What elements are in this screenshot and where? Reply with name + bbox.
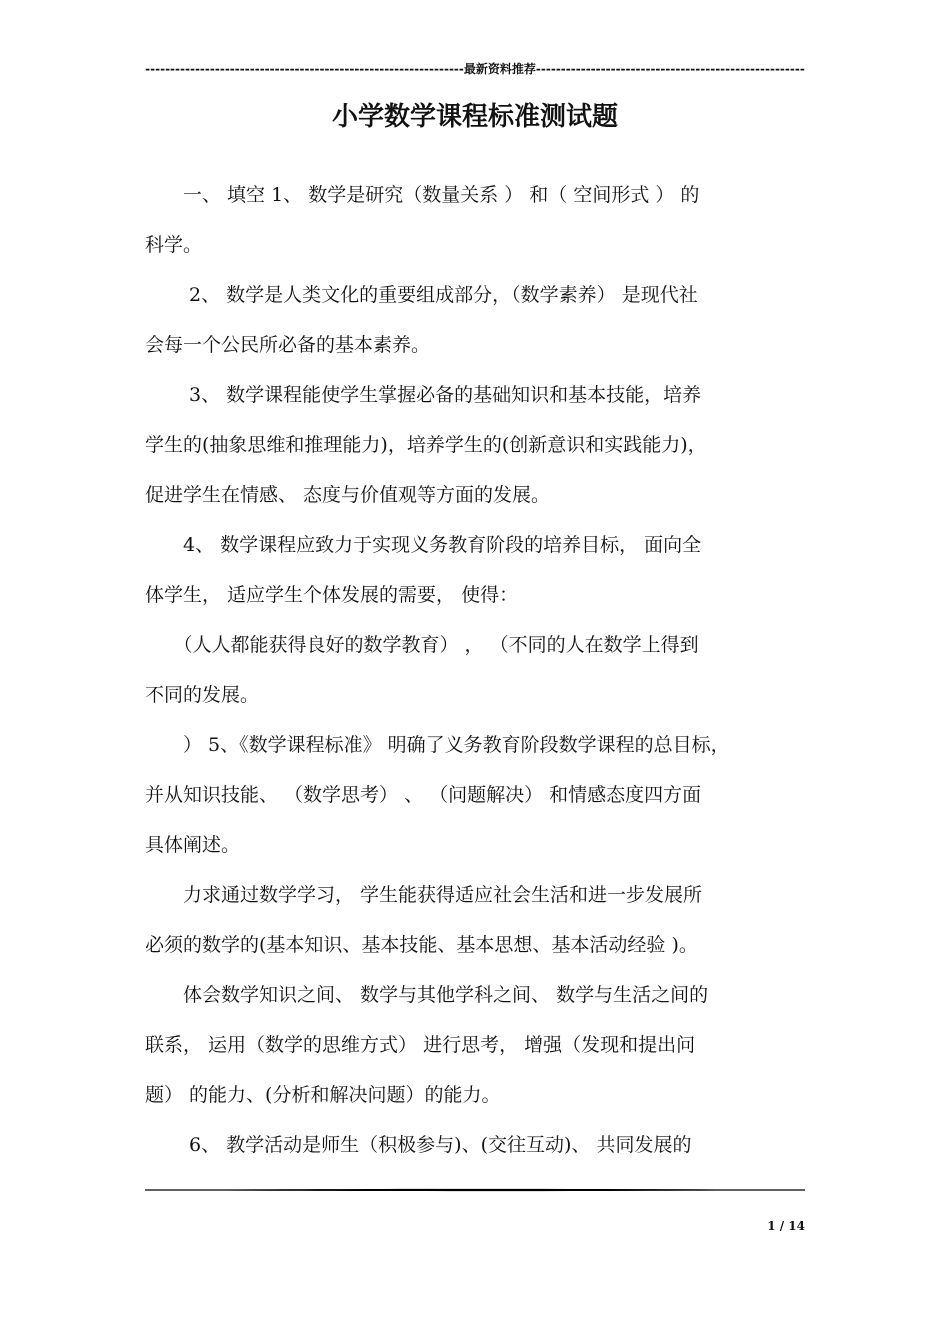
body-line: 科学。 xyxy=(145,234,203,256)
body-line: 并从知识技能、 （数学思考） 、 （问题解决） 和情感态度四方面 xyxy=(145,784,702,806)
body-line: 必须的数学的(基本知识、基本技能、基本思想、基本活动经验 )。 xyxy=(145,934,698,956)
body-line: （人人都能获得良好的数学教育） ， （不同的人在数学上得到 xyxy=(145,634,699,656)
body-line: 具体阐述。 xyxy=(145,834,241,856)
body-line: 题） 的能力、(分析和解决问题）的能力。 xyxy=(145,1084,501,1106)
footer-divider xyxy=(143,1186,807,1194)
body-line: 不同的发展。 xyxy=(145,684,260,706)
body-line: 促进学生在情感、 态度与价值观等方面的发展。 xyxy=(145,484,551,506)
page-header: ----------------------------------------------------------------最新资料推荐------------------------------------------------------ xyxy=(145,62,805,76)
body-line: 6、 教学活动是师生（积极参与)、(交往互动)、 共同发展的 xyxy=(145,1134,692,1156)
body-line: 会每一个公民所必备的基本素养。 xyxy=(145,334,431,356)
body-line: 4、 数学课程应致力于实现义务教育阶段的培养目标， 面向全 xyxy=(145,534,702,556)
body-line: 联系， 运用（数学的思维方式） 进行思考， 增强（发现和提出问 xyxy=(145,1034,696,1056)
body-line: ） 5、《数学课程标准》 明确了义务教育阶段数学课程的总目标， xyxy=(145,734,730,756)
body-line: 一、 填空 1、 数学是研究（数量关系 ） 和（ 空间形式 ） 的 xyxy=(145,184,700,206)
document-title: 小学数学课程标准测试题 xyxy=(331,102,618,132)
document-body xyxy=(145,178,807,1178)
page-number: 1 / 14 xyxy=(767,1219,805,1233)
body-line: 2、 数学是人类文化的重要组成部分，（数学素养） 是现代社 xyxy=(145,284,698,306)
body-line: 3、 数学课程能使学生掌握必备的基础知识和基本技能，培养 xyxy=(145,384,702,406)
body-line: 体会数学知识之间、 数学与其他学科之间、 数学与生活之间的 xyxy=(145,984,709,1006)
body-line: 学生的(抽象思维和推理能力)，培养学生的(创新意识和实践能力)， xyxy=(145,434,707,456)
body-line: 力求通过数学学习， 学生能获得适应社会生活和进一步发展所 xyxy=(145,884,703,906)
body-line: 体学生， 适应学生个体发展的需要， 使得： xyxy=(145,584,519,606)
